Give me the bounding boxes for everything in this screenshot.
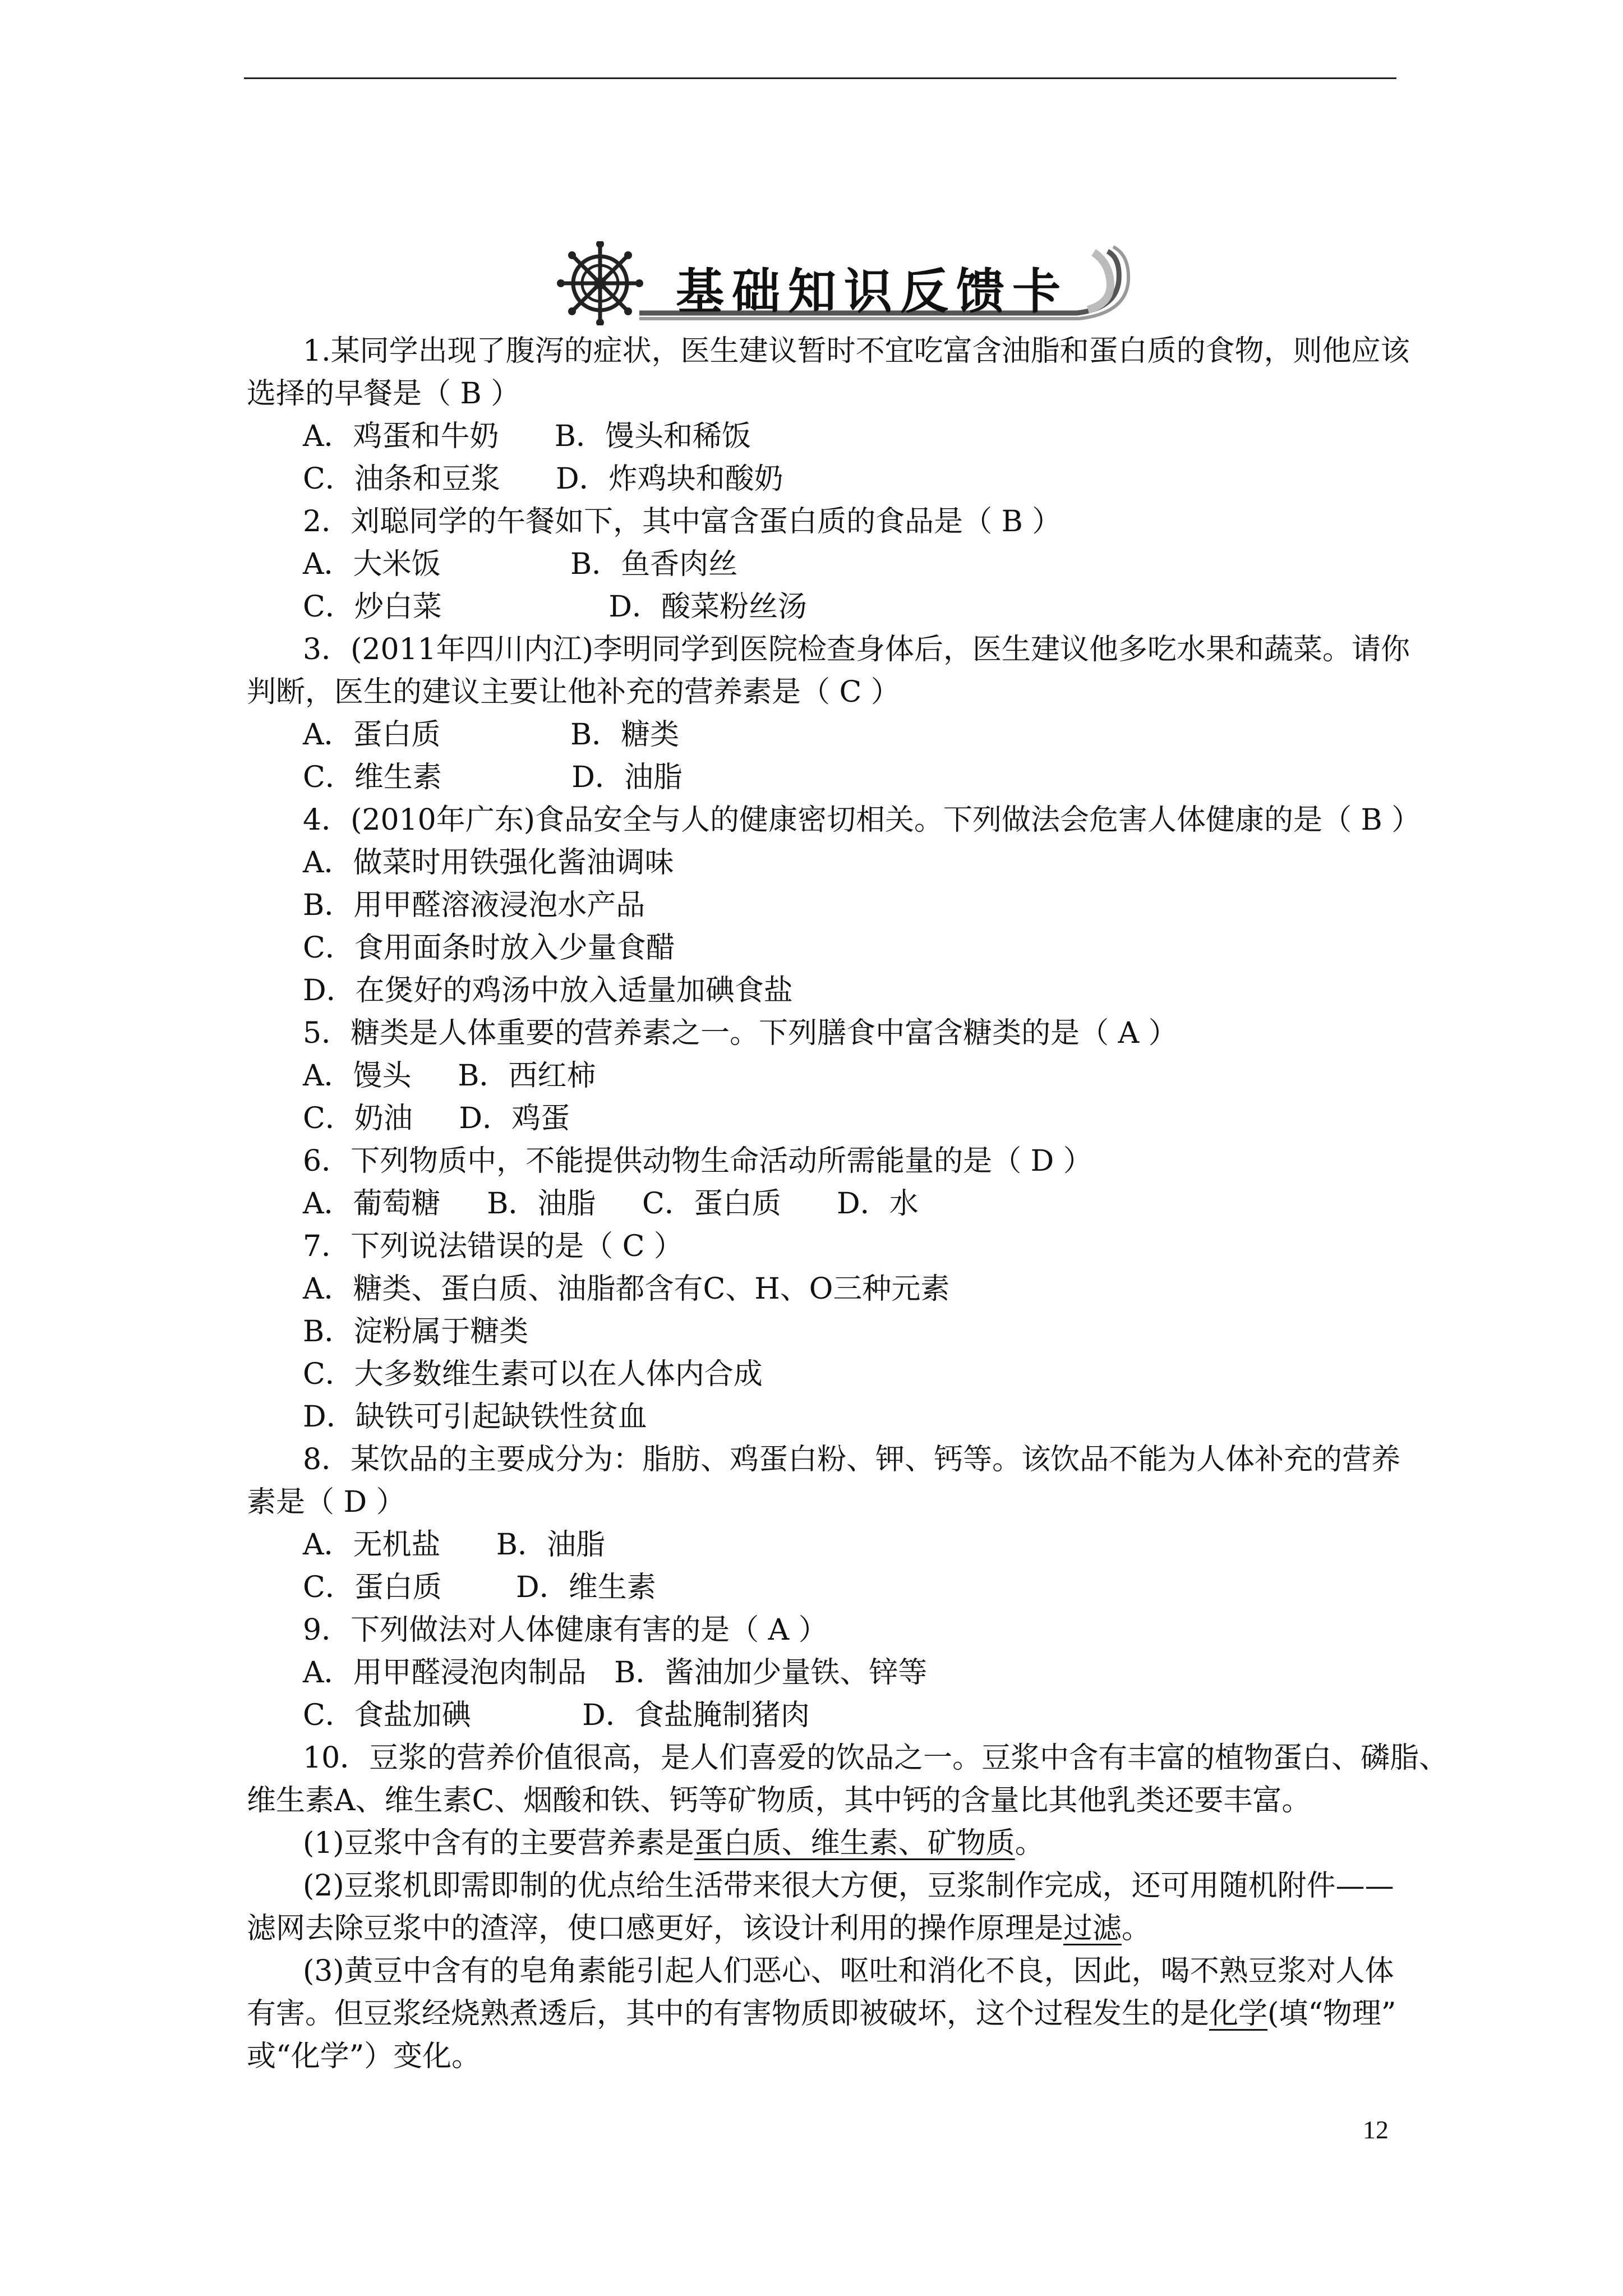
question-text: 。: [1015, 1826, 1044, 1860]
text-line: C．蛋白质 D．维生素: [303, 1571, 656, 1604]
text-line: (3)黄豆中含有的皂角素能引起人们恶心、呕吐和消化不良，因此，喝不熟豆浆对人体: [303, 1954, 1394, 1988]
text-line: [247, 1907, 1396, 1950]
page-number: 12: [1363, 2115, 1389, 2144]
question-content: [247, 330, 1449, 2078]
question-text: 滤网去除豆浆中的渣滓，使口感更好，该设计利用的操作原理是: [247, 1912, 1064, 1945]
text-line: A．糖类、蛋白质、油脂都含有C、H、O三种元素: [303, 1272, 950, 1306]
text-line: 3．(2011年四川内江)李明同学到医院检查身体后，医生建议他多吃水果和蔬菜。请你: [303, 633, 1410, 666]
text-line: 4．(2010年广东)食品安全与人的健康密切相关。下列做法会危害人体健康的是（ B ）: [303, 803, 1421, 837]
text-line: A．大米饭 B．鱼香肉丝: [303, 547, 738, 581]
question-text: (填“物理”: [1267, 1997, 1396, 2031]
text-line: A．无机盐 B．油脂: [303, 1528, 605, 1562]
text-line: 5．糖类是人体重要的营养素之一。下列膳食中富含糖类的是（ A ）: [303, 1016, 1178, 1050]
question-text: (1)豆浆中含有的主要营养素是: [303, 1826, 694, 1860]
answer-blank: 化学: [1209, 1997, 1268, 2031]
ship-wheel-icon: [557, 241, 643, 325]
text-line: D．缺铁可引起缺铁性贫血: [303, 1400, 647, 1434]
question-text: 有害。但豆浆经烧熟煮透后，其中的有害物质即被破坏，这个过程发生的是: [247, 1997, 1210, 2031]
text-line: 判断，医生的建议主要让他补充的营养素是（ C ）: [247, 675, 900, 709]
text-line: A．蛋白质 B．糖类: [303, 718, 680, 752]
answer-blank: 蛋白质、维生素、矿物质: [694, 1826, 1015, 1860]
text-line: C．食盐加碘 D．食盐腌制猪肉: [303, 1699, 810, 1732]
text-line: 维生素A、维生素C、烟酸和铁、钙等矿物质，其中钙的含量比其他乳类还要丰富。: [247, 1784, 1311, 1818]
text-line: 选择的早餐是（ B ）: [247, 377, 520, 411]
text-line: 1.某同学出现了腹泻的症状，医生建议暂时不宜吃富含油脂和蛋白质的食物，则他应该: [303, 334, 1410, 368]
text-line: C．食用面条时放入少量食醋: [303, 931, 675, 965]
section-banner: [555, 241, 1138, 325]
text-line: 素是（ D ）: [247, 1485, 405, 1519]
text-line: A．鸡蛋和牛奶 B．馒头和稀饭: [303, 420, 751, 453]
text-line: 或“化学”）变化。: [247, 2040, 481, 2073]
text-line: 6．下列物质中，不能提供动物生命活动所需能量的是（ D ）: [303, 1144, 1092, 1178]
text-line: C．奶油 D．鸡蛋: [303, 1102, 570, 1135]
text-line: (2)豆浆机即需即制的优点给生活带来很大方便，豆浆制作完成，还可用随机附件——: [303, 1869, 1394, 1903]
text-line: [247, 1993, 1396, 2035]
text-line: C．大多数维生素可以在人体内合成: [303, 1358, 763, 1391]
text-line: A．葡萄糖 B．油脂 C．蛋白质 D．水: [303, 1187, 919, 1221]
text-line: C．油条和豆浆 D．炸鸡块和酸奶: [303, 462, 783, 496]
text-line: [247, 1822, 1396, 1865]
text-line: C．维生素 D．油脂: [303, 761, 683, 794]
text-line: C．炒白菜 D．酸菜粉丝汤: [303, 590, 808, 624]
text-line: A．做菜时用铁强化酱油调味: [303, 846, 674, 880]
text-line: D．在煲好的鸡汤中放入适量加碘食盐: [303, 974, 793, 1007]
answer-blank: 过滤: [1063, 1912, 1122, 1945]
top-rule: [244, 77, 1396, 79]
text-line: B．用甲醛溶液浸泡水产品: [303, 889, 645, 922]
text-line: A．用甲醛浸泡肉制品 B．酱油加少量铁、锌等: [303, 1656, 928, 1690]
text-line: B．淀粉属于糖类: [303, 1315, 529, 1349]
question-text: 。: [1122, 1912, 1151, 1945]
section-title: 基础知识反馈卡: [676, 264, 1068, 320]
text-line: 7．下列说法错误的是（ C ）: [303, 1230, 683, 1263]
text-line: 2．刘聪同学的午餐如下，其中富含蛋白质的食品是（ B ）: [303, 505, 1062, 539]
text-line: 10．豆浆的营养价值很高，是人们喜爱的饮品之一。豆浆中含有丰富的植物蛋白、磷脂、: [303, 1741, 1449, 1775]
text-line: 8．某饮品的主要成分为：脂肪、鸡蛋白粉、钾、钙等。该饮品不能为人体补充的营养: [303, 1443, 1401, 1476]
text-line: 9．下列做法对人体健康有害的是（ A ）: [303, 1613, 828, 1647]
text-line: A．馒头 B．西红柿: [303, 1059, 596, 1093]
